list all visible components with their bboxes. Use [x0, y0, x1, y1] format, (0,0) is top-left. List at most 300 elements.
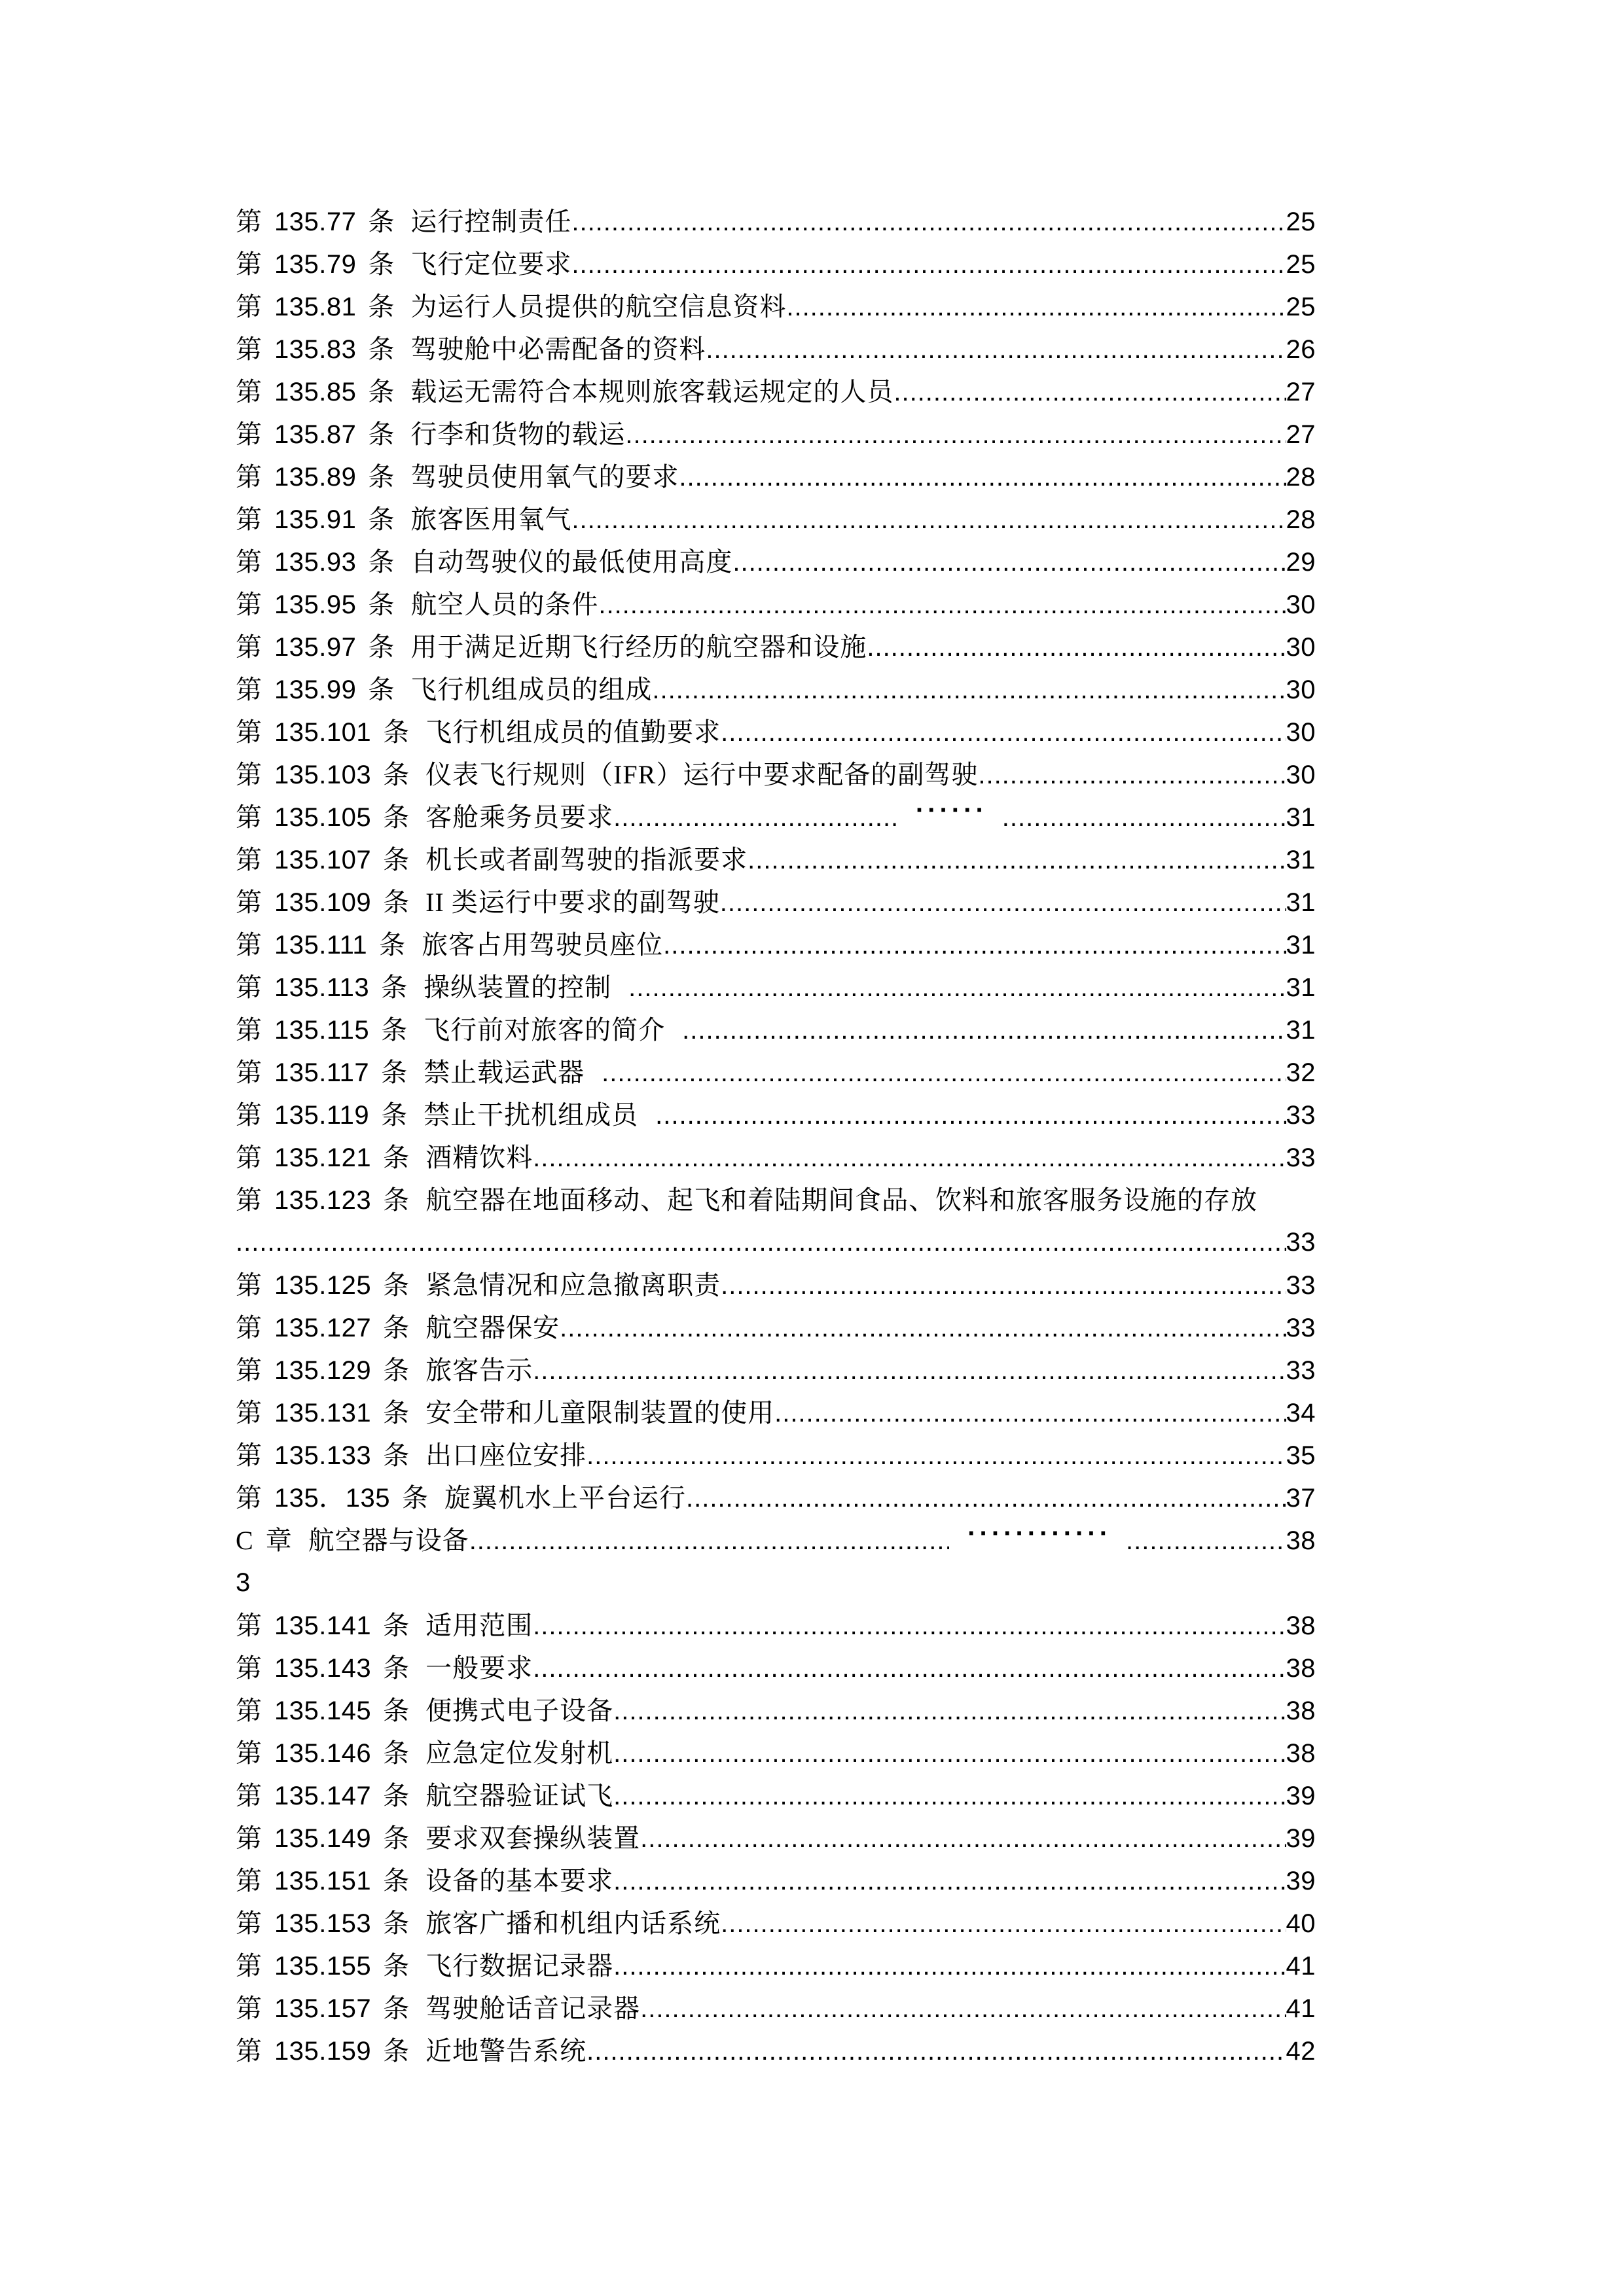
entry-number: 135.147: [274, 1782, 372, 1810]
entry-title: 禁止载运武器: [424, 1058, 585, 1087]
leader-dots: [628, 967, 1286, 1009]
entry-page-number: 30: [1286, 633, 1316, 662]
entry-title: 旅客占用驾驶员座位: [422, 930, 664, 960]
leader-dots: [571, 243, 1286, 286]
entry-prefix: 第: [236, 802, 262, 832]
leader-dots: [652, 669, 1286, 711]
entry-number: 135.117: [274, 1058, 370, 1087]
entry-unit: 条: [383, 1611, 410, 1640]
entry-title: 便携式电子设备: [425, 1696, 614, 1725]
entry-page-number: 37: [1286, 1484, 1316, 1513]
entry-page-number: 31: [1286, 803, 1316, 832]
leader-dots: [1126, 1520, 1286, 1562]
entry-number: 135.103: [274, 761, 372, 789]
toc-entry-row: [236, 200, 1316, 243]
entry-page-number: 26: [1286, 335, 1316, 364]
entry-title: 飞行机组成员的组成: [410, 675, 653, 704]
entry-title: 一般要求: [425, 1653, 533, 1683]
entry-title: 飞行机组成员的值勤要求: [425, 717, 721, 747]
entry-unit: 条: [383, 1143, 410, 1172]
toc-entry-row: [236, 1051, 1316, 1094]
leader-dots: [533, 1137, 1286, 1179]
entry-title: 设备的基本要求: [425, 1866, 614, 1895]
toc-chapter-row: [236, 1519, 1316, 1562]
entry-unit: 条: [368, 675, 395, 704]
entry-prefix: 第: [236, 1823, 262, 1853]
entry-unit: 条: [379, 930, 406, 960]
entry-number: 135.81: [274, 293, 357, 321]
toc-entry-row: [236, 881, 1316, 924]
entry-number: 135.159: [274, 2037, 372, 2066]
leader-dots: [571, 499, 1286, 541]
entry-page-number: 31: [1286, 846, 1316, 874]
entry-prefix: 第: [236, 845, 262, 874]
entry-prefix: 第: [236, 1015, 262, 1045]
entry-page-number: 34: [1286, 1399, 1316, 1427]
entry-prefix: 第: [236, 1738, 262, 1768]
leader-dots: [682, 1009, 1286, 1052]
entry-title: 要求双套操纵装置: [425, 1823, 641, 1853]
entry-page-number: 33: [1286, 1101, 1316, 1130]
entry-page-number: 38: [1286, 1654, 1316, 1683]
entry-prefix: 第: [236, 462, 262, 492]
entry-title: 安全带和儿童限制装置的使用: [425, 1398, 775, 1427]
entry-unit: 条: [368, 420, 395, 449]
entry-number: 135.141: [274, 1611, 372, 1640]
entry-title: 驾驶舱话音记录器: [425, 1994, 641, 2023]
toc-entry-row: [236, 1179, 1316, 1221]
entry-page-number: 33: [1286, 1228, 1316, 1257]
leader-dots: [571, 201, 1286, 243]
entry-unit: 章: [265, 1526, 293, 1555]
entry-number: 135.101: [274, 718, 372, 747]
entry-title: 客舱乘务员要求: [425, 802, 614, 832]
entry-page-number: 31: [1286, 973, 1316, 1002]
entry-page-number: 27: [1286, 378, 1316, 406]
entry-unit: 条: [383, 1185, 410, 1215]
entry-prefix: 第: [236, 590, 262, 619]
entry-unit: 条: [383, 1866, 410, 1895]
entry-number: 135.123: [274, 1186, 372, 1215]
entry-number: 135.93: [274, 548, 357, 577]
leader-dots: [867, 626, 1286, 669]
entry-page-number: 30: [1286, 675, 1316, 704]
entry-title: 航空器与设备: [308, 1526, 469, 1555]
entry-page-number: 33: [1286, 1143, 1316, 1172]
entry-prefix: 第: [236, 2036, 262, 2066]
entry-unit: 条: [368, 462, 395, 492]
leader-dots: [978, 754, 1286, 797]
entry-number: 135.153: [274, 1909, 372, 1938]
stray-text: 3: [236, 1568, 251, 1597]
entry-unit: 条: [383, 802, 410, 832]
leader-dots: [893, 371, 1286, 414]
leader-dots: [613, 1945, 1286, 1988]
toc-entry-row: [236, 1264, 1316, 1306]
toc-entry-row: [236, 1094, 1316, 1136]
entry-number: 135.91: [274, 505, 357, 534]
leader-dots: [613, 1860, 1286, 1903]
entry-number: 135.111: [274, 931, 368, 960]
toc-entry-row: [236, 1732, 1316, 1774]
entry-unit: 条: [383, 1994, 410, 2023]
entry-unit: 条: [383, 845, 410, 874]
entry-prefix: 第: [236, 1951, 262, 1981]
toc-entry-row: [236, 1477, 1316, 1519]
entry-prefix: 第: [236, 717, 262, 747]
entry-number: 135.99: [274, 675, 357, 704]
entry-page-number: 39: [1286, 1824, 1316, 1853]
entry-prefix: 第: [236, 377, 262, 406]
entry-unit: 条: [381, 1015, 408, 1045]
entry-title: 驾驶舱中必需配备的资料: [410, 334, 706, 364]
toc-entry-row: [236, 1306, 1316, 1349]
entry-unit: 条: [381, 1058, 408, 1087]
toc-entry-row: [236, 583, 1316, 626]
entry-page-number: 32: [1286, 1058, 1316, 1087]
entry-title: 旅客广播和机组内话系统: [425, 1909, 721, 1938]
leader-dots: [586, 1435, 1286, 1477]
entry-prefix: 第: [236, 1143, 262, 1172]
entry-title: 适用范围: [425, 1611, 533, 1640]
toc-entry-row: [236, 753, 1316, 796]
entry-page-number: 35: [1286, 1441, 1316, 1470]
entry-page-number: 27: [1286, 420, 1316, 449]
toc-entry-row: [236, 1604, 1316, 1647]
entry-title: 航空人员的条件: [410, 590, 599, 619]
entry-number: 135．135: [274, 1484, 390, 1513]
entry-prefix: 第: [236, 1441, 262, 1470]
entry-page-number: 31: [1286, 888, 1316, 917]
entry-title: 机长或者副驾驶的指派要求: [425, 845, 748, 874]
entry-title: 旅客医用氧气: [410, 505, 572, 534]
entry-number: 135.113: [274, 973, 370, 1002]
toc-entry-row: [236, 2030, 1316, 2072]
entry-prefix: 第: [236, 1781, 262, 1810]
entry-title: 禁止干扰机组成员: [424, 1100, 639, 1130]
leader-dots: [613, 1690, 1286, 1732]
entry-prefix: 第: [236, 420, 262, 449]
toc-entry-row: [236, 1859, 1316, 1902]
entry-page-number: 30: [1286, 761, 1316, 789]
toc-entry-row: [236, 1391, 1316, 1434]
entry-page-number: 31: [1286, 931, 1316, 960]
entry-page-number: 38: [1286, 1611, 1316, 1640]
entry-unit: 条: [383, 1398, 410, 1427]
entry-prefix: 第: [236, 207, 262, 236]
toc-entry-row: [236, 966, 1316, 1009]
leader-dots: [533, 1350, 1286, 1392]
entry-unit: 条: [381, 973, 408, 1002]
toc-entry-row: [236, 1009, 1316, 1051]
entry-title: 驾驶员使用氧气的要求: [410, 462, 679, 492]
entry-title: 紧急情况和应急撤离职责: [425, 1270, 721, 1300]
entry-number: 135.115: [274, 1016, 370, 1045]
entry-title: 载运无需符合本规则旅客载运规定的人员: [410, 377, 894, 406]
entry-unit: 条: [401, 1483, 429, 1513]
entry-prefix: 第: [236, 1313, 262, 1342]
entry-prefix: C: [236, 1526, 254, 1555]
toc-entry-row: [236, 1349, 1316, 1391]
leader-dots: [663, 924, 1286, 967]
entry-title: 仪表飞行规则（IFR）运行中要求配备的副驾驶: [425, 760, 979, 789]
entry-page-number: 29: [1286, 548, 1316, 577]
entry-title: 近地警告系统: [425, 2036, 587, 2066]
entry-prefix: 第: [236, 675, 262, 704]
entry-number: 135.155: [274, 1952, 372, 1981]
leader-dots: [613, 797, 897, 839]
leader-dots: [598, 584, 1286, 626]
entry-number: 135.97: [274, 633, 357, 662]
toc-entry-row: [236, 285, 1316, 328]
toc-entry-row: [236, 370, 1316, 413]
entry-title: 飞行定位要求: [410, 249, 572, 279]
toc-leader-continuation-row: [236, 1221, 1316, 1264]
toc-entry-row: [236, 1945, 1316, 1987]
leader-dots: [533, 1605, 1286, 1647]
entry-unit: 条: [383, 1823, 410, 1853]
entry-number: 135.105: [274, 803, 372, 832]
entry-number: 135.109: [274, 888, 372, 917]
entry-title: 酒精饮料: [425, 1143, 533, 1172]
toc-entry-row: [236, 456, 1316, 498]
leader-dots: [655, 1094, 1286, 1137]
entry-number: 135.129: [274, 1356, 372, 1385]
toc-entry-row: [236, 1902, 1316, 1945]
entry-unit: 条: [368, 292, 395, 321]
entry-prefix: 第: [236, 1696, 262, 1725]
toc-entry-row: [236, 1434, 1316, 1477]
toc-entry-row: [236, 924, 1316, 966]
entry-page-number: 33: [1286, 1356, 1316, 1385]
entry-prefix: 第: [236, 1355, 262, 1385]
entry-page-number: 33: [1286, 1314, 1316, 1342]
entry-prefix: 第: [236, 1866, 262, 1895]
entry-title: 用于满足近期飞行经历的航空器和设施: [410, 632, 867, 662]
entry-title: 行李和货物的载运: [410, 420, 626, 449]
entry-unit: 条: [368, 505, 395, 534]
entry-prefix: 第: [236, 1653, 262, 1683]
entry-page-number: 40: [1286, 1909, 1316, 1938]
entry-unit: 条: [383, 760, 410, 789]
entry-number: 135.119: [274, 1101, 370, 1130]
entry-prefix: 第: [236, 1909, 262, 1938]
toc-entry-row: [236, 1817, 1316, 1859]
entry-page-number: 25: [1286, 293, 1316, 321]
entry-number: 135.149: [274, 1824, 372, 1853]
entry-title: 航空器在地面移动、起飞和着陆期间食品、饮料和旅客服务设施的存放: [425, 1185, 1258, 1215]
entry-unit: 条: [383, 1909, 410, 1938]
entry-title: 航空器保安: [425, 1313, 560, 1342]
entry-unit: 条: [383, 1696, 410, 1725]
entry-page-number: 31: [1286, 1016, 1316, 1045]
entry-title: 运行控制责任: [410, 207, 572, 236]
entry-page-number: 39: [1286, 1782, 1316, 1810]
entry-title: 航空器验证试飞: [425, 1781, 614, 1810]
toc-entry-row: [236, 498, 1316, 541]
toc-entry-row: [236, 711, 1316, 753]
entry-prefix: 第: [236, 334, 262, 364]
leader-dots: [640, 1988, 1286, 2030]
toc-entry-row: [236, 413, 1316, 456]
leader-dots: [613, 1775, 1286, 1818]
toc-entry-row: [236, 541, 1316, 583]
entry-page-number: 38: [1286, 1739, 1316, 1768]
entry-unit: 条: [383, 1441, 410, 1470]
leader-dots: [721, 1265, 1286, 1307]
leader-dots: [786, 286, 1286, 329]
entry-number: 135.95: [274, 590, 357, 619]
leader-dots: [748, 839, 1286, 882]
entry-unit: 条: [368, 207, 395, 236]
entry-number: 135.146: [274, 1739, 372, 1768]
entry-number: 135.121: [274, 1143, 372, 1172]
entry-number: 135.151: [274, 1867, 372, 1895]
toc-entry-row: [236, 838, 1316, 881]
entry-prefix: 第: [236, 888, 262, 917]
toc-entry-row: [236, 243, 1316, 285]
entry-page-number: 33: [1286, 1271, 1316, 1300]
entry-page-number: 30: [1286, 718, 1316, 747]
entry-unit: 条: [368, 632, 395, 662]
entry-prefix: 第: [236, 292, 262, 321]
entry-number: 135.85: [274, 378, 357, 406]
entry-unit: 条: [383, 2036, 410, 2066]
entry-title: 旅客告示: [425, 1355, 533, 1385]
entry-prefix: 第: [236, 1185, 262, 1215]
entry-number: 135.79: [274, 250, 357, 279]
entry-page-number: 28: [1286, 505, 1316, 534]
leader-dots: [533, 1647, 1286, 1690]
toc-entry-row: [236, 626, 1316, 668]
entry-title: 为运行人员提供的航空信息资料: [410, 292, 787, 321]
entry-prefix: 第: [236, 249, 262, 279]
leader-dots: [602, 1052, 1286, 1094]
entry-number: 135.83: [274, 335, 357, 364]
entry-prefix: 第: [236, 1398, 262, 1427]
entry-unit: 条: [368, 377, 395, 406]
entry-title: 应急定位发射机: [425, 1738, 614, 1768]
leader-dots: [721, 711, 1286, 754]
leader-dots: [1002, 797, 1286, 839]
entry-number: 135.127: [274, 1314, 372, 1342]
entry-title: II 类运行中要求的副驾驶: [425, 888, 720, 917]
entry-unit: 条: [383, 888, 410, 917]
entry-page-number: 41: [1286, 1952, 1316, 1981]
entry-prefix: 第: [236, 505, 262, 534]
toc-plain-row: [236, 1562, 1316, 1604]
entry-unit: 条: [383, 1951, 410, 1981]
entry-unit: 条: [383, 717, 410, 747]
entry-unit: 条: [381, 1100, 408, 1130]
entry-prefix: 第: [236, 760, 262, 789]
entry-number: 135.145: [274, 1696, 372, 1725]
entry-number: 135.77: [274, 207, 357, 236]
entry-page-number: 38: [1286, 1526, 1316, 1555]
leader-dots: [586, 2030, 1286, 2073]
entry-title: 出口座位安排: [425, 1441, 587, 1470]
entry-prefix: 第: [236, 973, 262, 1002]
entry-number: 135.133: [274, 1441, 372, 1470]
entry-number: 135.143: [274, 1654, 372, 1683]
entry-number: 135.107: [274, 846, 372, 874]
leader-dots: [560, 1307, 1286, 1350]
entry-number: 135.157: [274, 1994, 372, 2023]
entry-prefix: 第: [236, 1058, 262, 1087]
entry-prefix: 第: [236, 1611, 262, 1640]
toc-entry-row: [236, 1987, 1316, 2030]
entry-prefix: 第: [236, 1100, 262, 1130]
entry-unit: 条: [383, 1355, 410, 1385]
entry-prefix: 第: [236, 632, 262, 662]
leader-dots: [236, 1221, 1286, 1264]
leader-dots: [774, 1392, 1286, 1435]
leader-dots: [732, 541, 1286, 584]
entry-title: 飞行数据记录器: [425, 1951, 614, 1981]
entry-title: 旋翼机水上平台运行: [444, 1483, 686, 1513]
entry-page-number: 25: [1286, 207, 1316, 236]
entry-page-number: 41: [1286, 1994, 1316, 2023]
toc-list: [236, 200, 1316, 2072]
toc-entry-row: [236, 1774, 1316, 1817]
entry-unit: 条: [368, 590, 395, 619]
entry-unit: 条: [383, 1653, 410, 1683]
entry-prefix: 第: [236, 547, 262, 577]
toc-entry-row: [236, 668, 1316, 711]
entry-title: 操纵装置的控制: [424, 973, 612, 1002]
leader-dots: [469, 1520, 949, 1562]
entry-title: 飞行前对旅客的简介: [424, 1015, 666, 1045]
leader-dots: [721, 1903, 1286, 1945]
entry-page-number: 39: [1286, 1867, 1316, 1895]
entry-unit: 条: [368, 547, 395, 577]
leader-dots: [706, 329, 1286, 371]
leader-dots: [640, 1818, 1286, 1860]
entry-page-number: 25: [1286, 250, 1316, 279]
entry-page-number: 38: [1286, 1696, 1316, 1725]
entry-number: 135.89: [274, 463, 357, 492]
toc-entry-row: [236, 328, 1316, 370]
toc-entry-row: [236, 796, 1316, 838]
entry-number: 135.87: [274, 420, 357, 449]
mid-ellipsis: ············: [967, 1519, 1112, 1548]
entry-prefix: 第: [236, 1270, 262, 1300]
leader-dots: [613, 1732, 1286, 1775]
entry-unit: 条: [383, 1781, 410, 1810]
toc-entry-row: [236, 1647, 1316, 1689]
entry-unit: 条: [368, 249, 395, 279]
entry-number: 135.125: [274, 1271, 372, 1300]
mid-ellipsis: ······: [915, 796, 988, 825]
leader-dots: [720, 882, 1286, 924]
entry-page-number: 30: [1286, 590, 1316, 619]
leader-dots: [625, 414, 1286, 456]
entry-unit: 条: [383, 1313, 410, 1342]
entry-unit: 条: [368, 334, 395, 364]
entry-prefix: 第: [236, 1994, 262, 2023]
entry-page-number: 28: [1286, 463, 1316, 492]
entry-prefix: 第: [236, 930, 262, 960]
toc-entry-row: [236, 1689, 1316, 1732]
toc-entry-row: [236, 1136, 1316, 1179]
entry-title: 自动驾驶仪的最低使用高度: [410, 547, 733, 577]
entry-prefix: 第: [236, 1483, 262, 1513]
entry-page-number: 42: [1286, 2037, 1316, 2066]
entry-unit: 条: [383, 1270, 410, 1300]
leader-dots: [679, 456, 1286, 499]
entry-number: 135.131: [274, 1399, 372, 1427]
entry-unit: 条: [383, 1738, 410, 1768]
